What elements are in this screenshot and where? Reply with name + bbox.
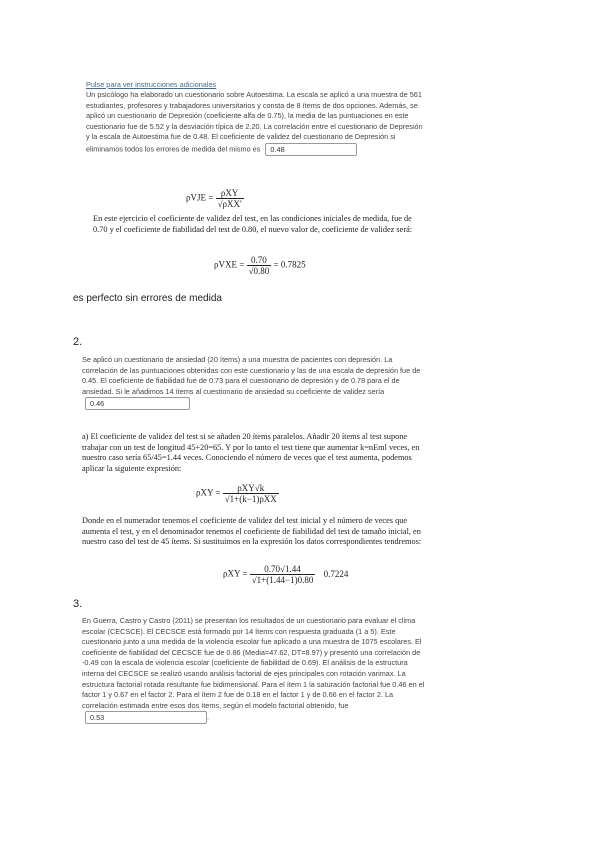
calc-q2-lhs: ρXY = (223, 568, 248, 579)
formula-q2-lhs: ρXY = (196, 487, 221, 498)
formula-q1-validity (186, 188, 244, 209)
calc-q2-numerator: 0.70√1.44 (250, 564, 316, 575)
answer-input-q3[interactable] (85, 711, 210, 724)
question-3-trailing: . (207, 712, 210, 722)
question-1 (86, 80, 426, 156)
calc-q1-lhs: ρVXE = (214, 259, 245, 270)
question-2-text (82, 355, 428, 410)
calc-q2-result: 0.7224 (323, 568, 349, 579)
formula-q1-numerator: ρXY (216, 188, 244, 199)
explanation-q2-part1: a) El coeficiente de validez del test si se añaden 20 ítems paralelos. Añadir 20 ítems al test supone trabajar con un test de longitud 45+20=65. Y por lo tanto el test tiene que aumentar k=nEml veces, en nuestro caso sería 65/45=1.44 veces. Conociendo el número de veces que el test aumenta, podemos aplicar la siguiente expresión: (82, 432, 420, 473)
formula-q1-denominator: √ρXX' (217, 199, 242, 209)
question-3-text (82, 616, 428, 724)
formula-q2-calculation (223, 564, 348, 585)
note-q1: es perfecto sin errores de medida (73, 293, 222, 304)
calc-q1-result: = 0.7825 (273, 259, 306, 270)
formula-q2-validity (196, 483, 279, 504)
calc-q1-denominator: √0.80 (248, 266, 270, 276)
explanation-q1: En este ejercicio el coeficiente de validez del test, en las condiciones iniciales de medida, fue de 0.70 y el coeficiente de fiabilidad del test de 0.80, el nuevo valor de, coeficiente de validez será: (93, 214, 413, 234)
question-3-number: 3. (73, 598, 83, 610)
answer-value-q2: 0.46 (90, 399, 105, 409)
formula-q2-numerator: ρXY√k (223, 483, 279, 494)
calc-q1-numerator: 0.70 (247, 255, 272, 266)
question-2-statement: Se aplicó un cuestionario de ansiedad (20 ítems) a una muestra de pacientes con depresión. La correlación de las puntuaciones obtenidas con este cuestionario y las de una escala de depresión fue de 0.45. El coeficiente de fiabilidad fue de 0.73 para el cuestionario de depresión y de 0.78 para el de ansiedad. Si le añadimos 14 ítems al cuestionario de ansiedad su coeficiente de validez sería (82, 355, 421, 396)
question-1-text (86, 90, 426, 156)
answer-input-q2[interactable] (85, 397, 190, 410)
calc-q2-denominator: √1+(1.44−1)0.80 (251, 575, 314, 585)
answer-value-q1: 0.48 (270, 144, 285, 154)
instructions-link[interactable]: Pulse para ver instrucciones adicionales (86, 80, 217, 89)
explanation-q2-part2: Donde en el numerador tenemos el coeficiente de validez del test inicial y el número de veces que aumenta el test, y en el denominador tenemos el coeficiente de fiabilidad del test de tamaño inicial, en nuestro caso del test de 45 ítems. Si sustituimos en la expresión los datos correspondientes tendremos: (82, 516, 422, 547)
formula-q1-calculation (214, 255, 306, 276)
answer-input-q1[interactable] (265, 143, 357, 156)
question-3-statement: En Guerra, Castro y Castro (2011) se presentan los resultados de un cuestionario para evaluar el clima escolar (CECSCE). El CECSCE está formado por 14 ítems con respuesta graduada (1 a 5). Este cuestionario junto a una medida de la violencia escolar fue aplicado a una muestra de 1075 escolares. El coeficiente de fiabilidad del CECSCE fue de 0.86 (Media=47.62, DT=8.97) y presentó una correlación de -0.49 con la escala de violencia escolar (coeficiente de fiabilidad de 0.69). El análisis de la estructura interna del CECSCE se realizó usando análisis factorial de ejes principales con rotación varimax. La estructura factorial rotada resultante fue bidimensional. Para el ítem 1 la saturación factorial fue 0.46 en el factor 1 y 0.67 en el factor 2. Para el ítem 2 fue de 0.18 en el factor 1 y de 0.66 en el factor 2. La correlación estimada entre esos dos ítems, según el modelo factorial obtenido, fue (82, 616, 425, 710)
question-2-number: 2. (73, 336, 83, 348)
question-1-statement: Un psicólogo ha elaborado un cuestionario sobre Autoestima. La escala se aplicó a una muestra de 561 estudiantes, profesores y trabajadores universitarios y consta de 8 ítems de dos opciones. Además, se aplicó un cuestionario de Depresión (coeficiente alfa de 0.75), la media de las puntuaciones en este cuestionario fue de 5.52 y la desviación típica de 2.20. La correlación entre el cuestionario de Depresión y la escala de Autoestima fue de 0.48. El coeficiente de validez del cuestionario de Depresión si eliminamos todos los errores de medida del mismo es (86, 90, 423, 154)
answer-value-q3: 0.53 (90, 713, 105, 723)
formula-q1-lhs: ρVJE = (186, 192, 214, 203)
formula-q2-denominator: √1+(k−1)ρXX (224, 494, 277, 504)
